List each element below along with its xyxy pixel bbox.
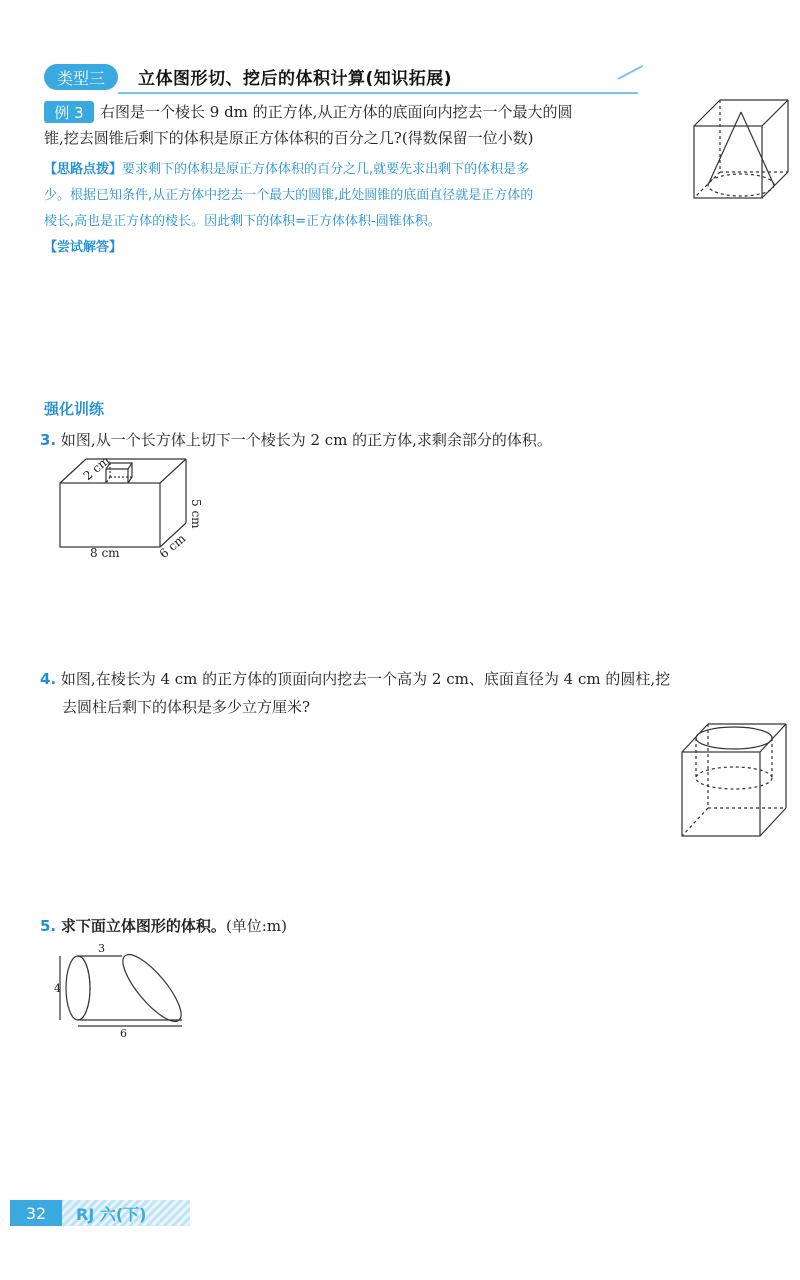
q4-number: 4.	[40, 670, 57, 688]
q5-text: 求下面立体图形的体积。	[60, 917, 226, 935]
q4-text-line2: 去圆柱后剩下的体积是多少立方厘米?	[62, 698, 311, 716]
q5-number: 5.	[40, 917, 57, 935]
title-underline	[118, 92, 638, 94]
section-title: 立体图形切、挖后的体积计算(知识拓展)	[138, 69, 453, 89]
type-badge: 类型三	[44, 64, 118, 90]
hint-line1	[44, 158, 529, 182]
try-answer-tag: 【尝试解答】	[44, 240, 123, 255]
example-text-line2: 锥,挖去圆锥后剩下的体积是原正方体体积的百分之几?(得数保留一位小数)	[44, 129, 534, 147]
page-number: 32	[10, 1200, 62, 1226]
q3-label-length: 8 cm	[90, 546, 120, 560]
q3-label-small: 2 cm	[80, 453, 113, 484]
hint-line2: 少。根据已知条件,从正方体中挖去一个最大的圆锥,此处圆锥的底面直径就是正方体的	[44, 188, 534, 203]
question-3	[40, 426, 552, 454]
example-text-line1: 右图是一个棱长 9 dm 的正方体,从正方体的底面向内挖去一个最大的圆	[100, 103, 573, 121]
example-badge: 例 3	[44, 101, 94, 123]
cube-cone-figure	[690, 98, 790, 208]
q5-label-top: 3	[98, 942, 105, 955]
hint-text-1: 要求剩下的体积是原正方体体积的百分之几,就要先求出剩下的体积是多	[122, 162, 530, 177]
q5-cut-cylinder-figure	[50, 942, 195, 1040]
q5-label-bottom: 6	[120, 1027, 127, 1040]
q3-text: 如图,从一个长方体上切下一个棱长为 2 cm 的正方体,求剩余部分的体积。	[60, 431, 552, 449]
footer-grade-label: RJ 六(下)	[76, 1205, 147, 1224]
title-underline-end	[618, 65, 644, 80]
question-5	[40, 912, 287, 940]
practice-title: 强化训练	[44, 400, 105, 418]
q3-number: 3.	[40, 431, 57, 449]
hint-tag: 【思路点拨】	[44, 162, 123, 177]
q3-label-width: 6 cm	[156, 531, 189, 562]
q5-unit: (单位:m)	[225, 917, 287, 935]
q4-text-line1: 如图,在棱长为 4 cm 的正方体的顶面向内挖去一个高为 2 cm、底面直径为 4 cm 的圆柱,挖	[60, 670, 671, 688]
question-4	[40, 665, 670, 693]
q4-cube-cylinder-figure	[678, 720, 790, 842]
hint-line3: 棱长,高也是正方体的棱长。因此剩下的体积=正方体体积-圆锥体积。	[44, 214, 441, 229]
q5-label-left: 4	[54, 982, 61, 995]
q3-cuboid-figure	[50, 453, 203, 562]
q3-label-height: 5 cm	[189, 499, 203, 529]
